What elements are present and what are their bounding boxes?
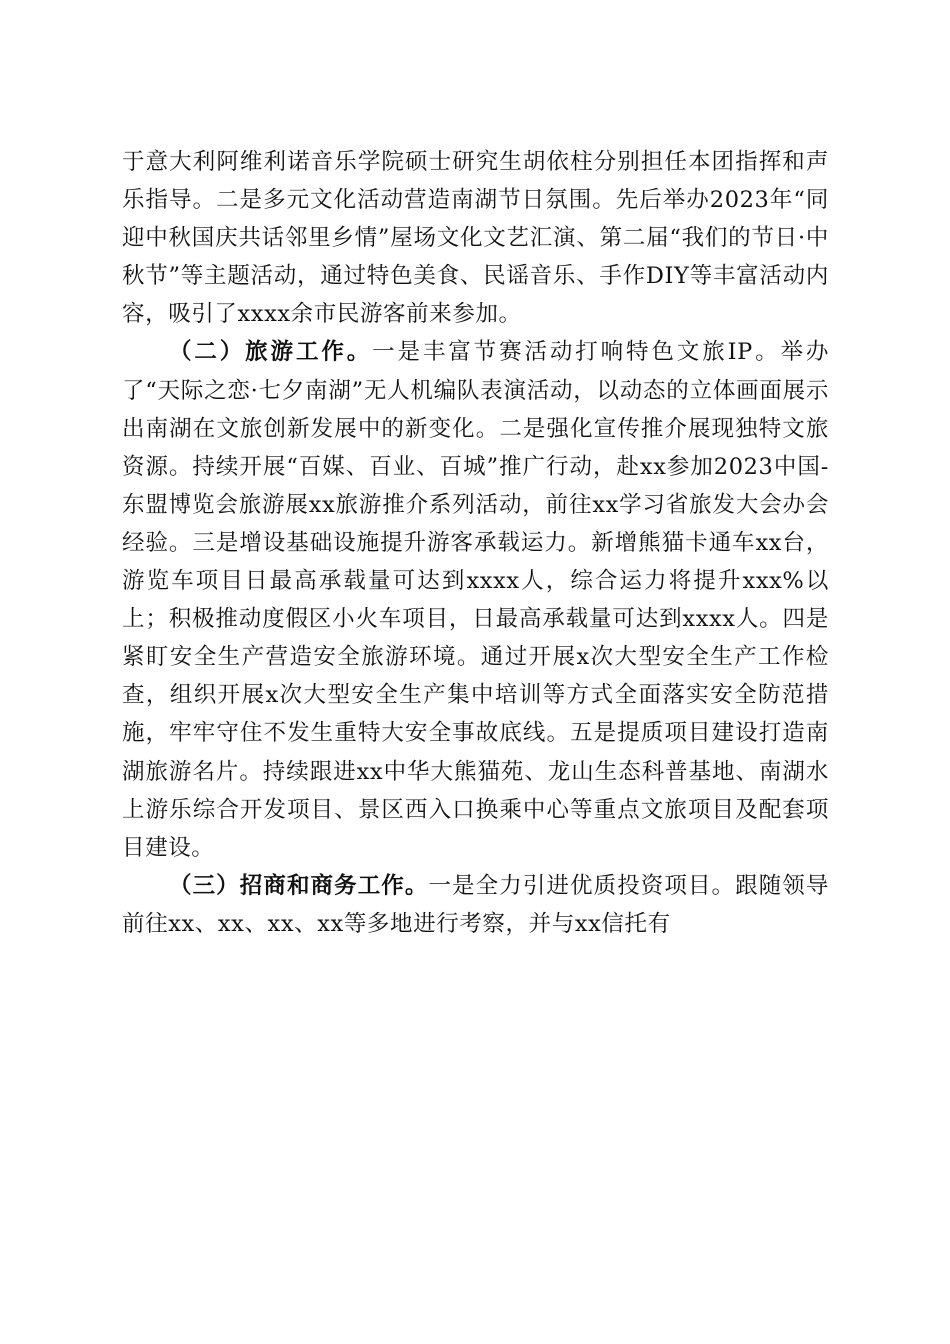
paragraph-text: 于意大利阿维利诺音乐学院硕士研究生胡依柱分别担任本团指挥和声乐指导。二是多元文化活动营造南湖节日氛围。先后举办2023年“同迎中秋国庆共话邻里乡情”屋场文化文艺汇演、第二届“我们的节日·中秋节”等主题活动，通过特色美食、民谣音乐、手作DIY等丰富活动内容，吸引了xxxx余市民游客前来参加。	[122, 149, 829, 328]
section-heading-tourism: （二）旅游工作。	[169, 339, 373, 366]
paragraph-text: 一是全力引进优质投资项目。跟随领导前往xx、xx、xx、xx等多地进行考察，并与xx信托有	[122, 872, 829, 937]
paragraph-tourism-work	[122, 333, 829, 866]
paragraph-investment-commerce-work	[122, 867, 829, 943]
paragraph-continuation	[122, 143, 829, 333]
paragraph-text: 一是丰富节赛活动打响特色文旅IP。举办了“天际之恋·七夕南湖”无人机编队表演活动，以动态的立体画面展示出南湖在文旅创新发展中的新变化。二是强化宣传推介展现独特文旅资源。持续开展“百媒、百业、百城”推广行动，赴xx参加2023中国-东盟博览会旅游展xx旅游推介系列活动，前往xx学习省旅发大会办会经验。三是增设基础设施提升游客承载运力。新增熊猫卡通车xx台，游览车项目日最高承载量可达到xxxx人，综合运力将提升xxx%以上；积极推动度假区小火车项目，日最高承载量可达到xxxx人。四是紧盯安全生产营造安全旅游环境。通过开展x次大型安全生产工作检查，组织开展x次大型安全生产集中培训等方式全面落实安全防范措施，牢牢守住不发生重特大安全事故底线。五是提质项目建设打造南湖旅游名片。持续跟进xx中华大熊猫苑、龙山生态科普基地、南湖水上游乐综合开发项目、景区西入口换乘中心等重点文旅项目及配套项目建设。	[122, 339, 829, 861]
document-body	[122, 143, 829, 943]
section-heading-investment-commerce: （三）招商和商务工作。	[169, 872, 429, 899]
